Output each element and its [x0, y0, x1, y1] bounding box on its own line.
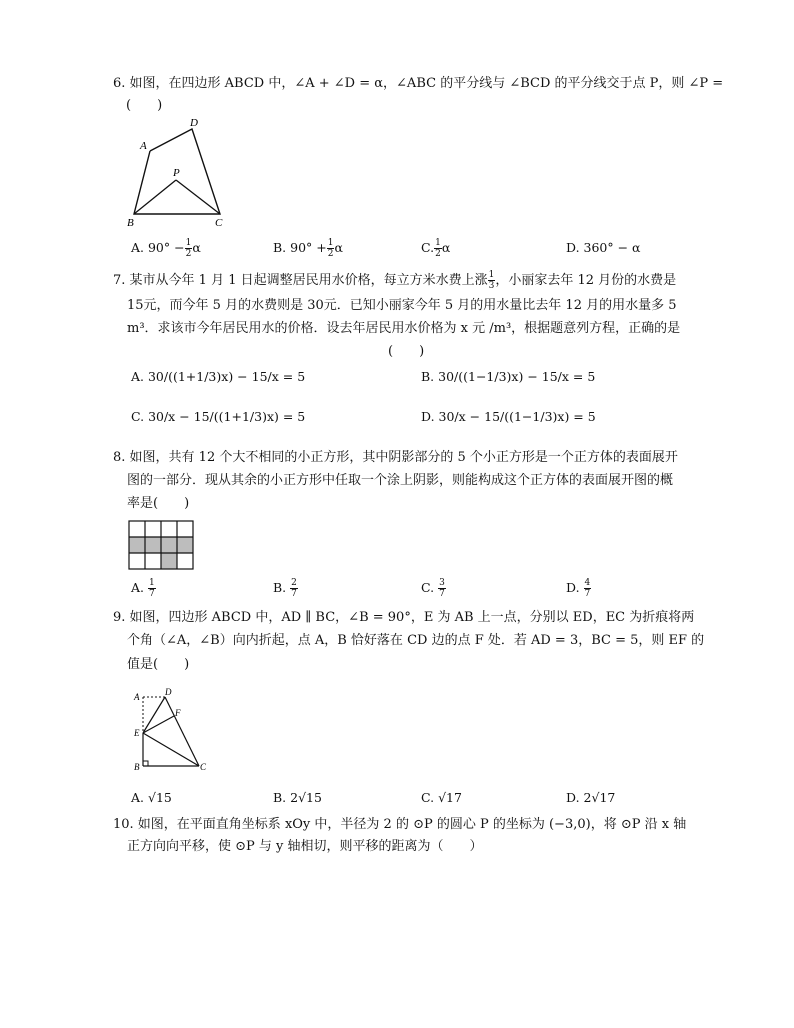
q10-stem-line1: 10. 如图，在平面直角坐标系 xOy 中，半径为 2 的 ⊙P 的圆心 P 的坐标为 (−3,0)，将 ⊙P 沿 x 轴 — [113, 817, 687, 832]
q9-stem-line3: 值是( ) — [127, 657, 190, 672]
q9-option-c: C. √17 — [421, 790, 462, 805]
q9-stem-line2: 个角（∠A，∠B）向内折起，点 A，B 恰好落在 CD 边的点 F 处．若 AD = 3，BC = 5，则 EF 的 — [127, 633, 705, 648]
q8-option-b: B. $\frac{2}{7}$ — [273, 578, 297, 599]
q6-option-b: B. 90° + $\frac{1}{2}$ α — [273, 238, 343, 259]
q6-label-p: P — [173, 167, 180, 179]
q9-label-d: D — [165, 687, 172, 697]
q7-stem-line2: 15元，而今年 5 月的水费则是 30元．已知小丽家今年 5 月的用水量比去年 12 月的用水量多 5 — [127, 298, 677, 313]
q7-option-b: B. 30/((1−1/3)x) − 15/x = 5 — [421, 369, 596, 384]
q6-label-c: C — [215, 217, 223, 229]
q8-option-c: C. $\frac{3}{7}$ — [421, 578, 445, 599]
q8-shaded-square — [161, 553, 177, 569]
q7-option-c: C. 30/x − 15/((1+1/3)x) = 5 — [131, 409, 306, 424]
q6-stem-line1: 6. 如图，在四边形 ABCD 中，∠A + ∠D = α，∠ABC 的平分线与 ∠BCD 的平分线交于点 P，则 ∠P = — [113, 76, 724, 91]
q8-shaded-square — [129, 537, 145, 553]
q9-right-angle-mark — [143, 761, 148, 766]
q9-label-b: B — [134, 762, 140, 772]
q8-stem-line1: 8. 如图，共有 12 个大不相同的小正方形，其中阴影部分的 5 个小正方形是一个正方体的表面展开 — [113, 450, 678, 465]
q8-option-a: A. $\frac{1}{7}$ — [131, 578, 155, 599]
q9-option-d: D. 2√17 — [566, 790, 616, 805]
q6-label-b: B — [127, 217, 134, 229]
q6-label-a: A — [140, 140, 147, 152]
q8-shaded-square — [177, 537, 193, 553]
q9-label-f: F — [175, 708, 181, 718]
q7-stem-line1: 7. 某市从今年 1 月 1 日起调整居民用水价格，每立方米水费上涨 $\frac{1}{3}$ ，小丽家去年 12 月份的水费是 — [113, 270, 677, 291]
q9-label-c: C — [200, 762, 207, 772]
q9-option-a: A. √15 — [131, 790, 172, 805]
q6-option-c: C. $\frac{1}{2}$ α — [421, 238, 451, 259]
q8-shaded-square — [145, 537, 161, 553]
q8-option-d: D. $\frac{4}{7}$ — [566, 578, 591, 599]
q9-label-a: A — [134, 692, 140, 702]
q6-option-d: D. 360° − α — [566, 240, 641, 255]
q8-shaded-square — [161, 537, 177, 553]
q6-label-d: D — [190, 117, 198, 129]
q9-label-e: E — [134, 728, 140, 738]
q6-bisector-cp — [176, 180, 220, 214]
q9-option-b: B. 2√15 — [273, 790, 322, 805]
q6-quadrilateral-figure — [124, 114, 234, 229]
q10-stem-line2: 正方向向平移，使 ⊙P 与 y 轴相切，则平移的距离为（ ） — [127, 839, 483, 854]
q7-option-d: D. 30/x − 15/((1−1/3)x) = 5 — [421, 409, 596, 424]
q6-bisector-bp — [134, 180, 176, 214]
q7-option-a: A. 30/((1+1/3)x) − 15/x = 5 — [131, 369, 306, 384]
q7-stem-line3: m³．求该市今年居民用水的价格．设去年居民用水价格为 x 元 /m³，根据题意列方程，正确的是 — [127, 321, 681, 336]
q7-answer-bracket: ( ) — [388, 344, 425, 359]
q6-option-a: A. 90° − $\frac{1}{2}$ α — [131, 238, 201, 259]
q6-answer-bracket: ( ) — [126, 98, 163, 113]
q9-folded-quadrilateral-figure — [130, 684, 212, 776]
q8-square-grid-figure — [128, 520, 196, 570]
q9-stem-line1: 9. 如图，四边形 ABCD 中，AD ∥ BC，∠B = 90°，E 为 AB 上一点，分别以 ED，EC 为折痕将两 — [113, 610, 695, 625]
q8-stem-line3: 率是( ) — [127, 496, 190, 511]
q8-stem-line2: 图的一部分．现从其余的小正方形中任取一个涂上阴影，则能构成这个正方体的表面展开图的概 — [127, 473, 674, 488]
